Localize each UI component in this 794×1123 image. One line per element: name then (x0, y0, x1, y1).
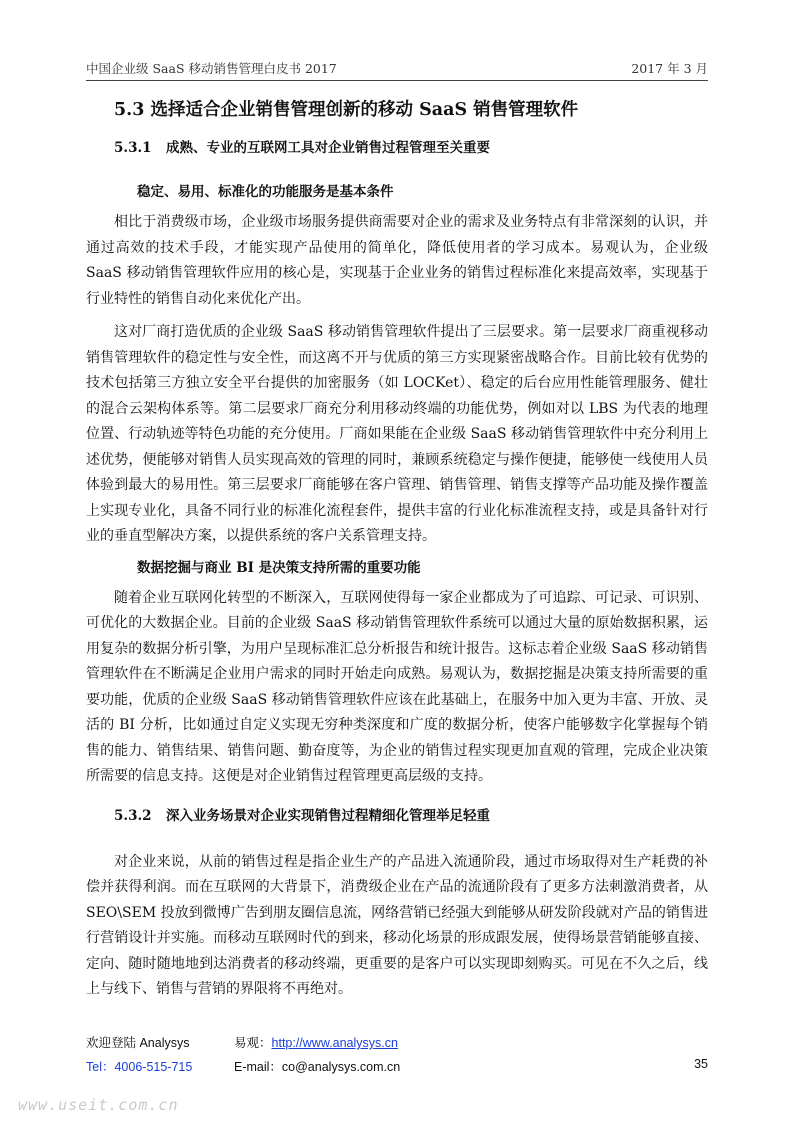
subsection-heading-1 (114, 138, 708, 158)
footer-site (234, 1033, 398, 1051)
subsection-number: 5.3.1 (114, 140, 152, 156)
topic-heading-1: 稳定、易用、标准化的功能服务是基本条件 (137, 184, 394, 200)
footer-site-label: 易观： (234, 1036, 272, 1050)
paragraph: 相比于消费级市场，企业级市场服务提供商需要对企业的需求及业务特点有非常深刻的认识，并通过高效的技术手段，才能实现产品使用的简单化，降低使用者的学习成本。易观认为，企业级 SaaS 移动销售管理软件应用的核心是，实现基于企业业务的销售过程标准化来提高效率，实现基于行业特性的销售自动化来优化产出。 (86, 214, 708, 307)
paragraph: 这对厂商打造优质的企业级 SaaS 移动销售管理软件提出了三层要求。第一层要求厂商重视移动销售管理软件的稳定性与安全性，而这离不开与优质的第三方实现紧密战略合作。目前比较有优势的技术包括第三方独立安全平台提供的加密服务（如 LOCKet）、稳定的后台应用性能管理服务、健壮的混合云架构体系等。第二层要求厂商充分利用移动终端的功能优势，例如对以 LBS 为代表的地理位置、行动轨迹等特色功能的充分使用。厂商如果能在企业级 SaaS 移动销售管理软件中充分利用上述优势，便能够对销售人员实现高效的管理的同时，兼顾系统稳定与操作便捷，能够使一线使用人员体验到最大的易用性。第三层要求厂商能够在客户管理、销售管理、销售支撑等产品功能及操作覆盖上实现专业化，具备不同行业的标准化流程套件，提供丰富的行业化标准流程支持，或是具备针对行业的垂直型解决方案，以提供系统的客户关系管理支持。 (86, 324, 708, 544)
subsection-title: 深入业务场景对企业实现销售过程精细化管理举足轻重 (166, 807, 490, 824)
watermark: www.useit.com.cn (18, 1096, 179, 1114)
page-number: 35 (694, 1057, 708, 1071)
paragraph: 随着企业互联网化转型的不断深入，互联网使得每一家企业都成为了可追踪、可记录、可识别、可优化的大数据企业。目前的企业级 SaaS 移动销售管理软件系统可以通过大量的原始数据积累，运用复杂的数据分析引擎，为用户呈现标准汇总分析报告和统计报告。这标志着企业级 SaaS 移动销售管理软件在不断满足企业用户需求的同时开始走向成熟。易观认为，数据挖掘是决策支持所需要的重要功能，优质的企业级 SaaS 移动销售管理软件应该在此基础上，在服务中加入更为丰富、开放、灵活的 BI 分析，比如通过自定义实现无穷种类深度和广度的数据分析，使客户能够数字化掌握每个销售的能力、销售结果、销售问题、勤奋度等，为企业的销售过程实现更加直观的管理，完成企业决策所需要的信息支持。这便是对企业销售过程管理更高层级的支持。 (86, 589, 708, 784)
header-date: 2017 年 3 月 (631, 61, 708, 76)
footer-email: E-mail：co@analysys.com.cn (234, 1060, 401, 1074)
footer-phone: Tel：4006-515-715 (86, 1060, 193, 1074)
header-divider (86, 80, 708, 81)
subsection-title: 成熟、专业的互联网工具对企业销售过程管理至关重要 (166, 140, 490, 156)
page-footer (86, 1033, 708, 1081)
website-link[interactable]: http://www.analysys.cn (271, 1036, 398, 1050)
section-title: 5.3 选择适合企业销售管理创新的移动 SaaS 销售管理软件 (114, 100, 579, 120)
topic-heading-2: 数据挖掘与商业 BI 是决策支持所需的重要功能 (137, 559, 421, 576)
subsection-number: 5.3.2 (114, 807, 152, 824)
footer-welcome: 欢迎登陆 Analysys (86, 1036, 190, 1050)
header-document-title: 中国企业级 SaaS 移动销售管理白皮书 2017 (86, 61, 337, 76)
subsection-heading-2 (114, 806, 708, 826)
page-header (86, 59, 708, 79)
page-content (86, 98, 708, 1011)
paragraph: 对企业来说，从前的销售过程是指企业生产的产品进入流通阶段，通过市场取得对生产耗费的补偿并获得利润。而在互联网的大背景下，消费级企业在产品的流通阶段有了更多方法刺激消费者，从 SEO\SEM 投放到微博广告到朋友圈信息流，网络营销已经强大到能够从研发阶段就对产品的销售进行营销设计并实施。而移动互联网时代的到来，移动化场景的形成跟发展，使得场景营销能够直接、定向、随时随地地到达消费者的移动终端，更重要的是客户可以实现即刻购买。可见在不久之后，线上与线下、销售与营销的界限将不再绝对。 (86, 853, 708, 997)
